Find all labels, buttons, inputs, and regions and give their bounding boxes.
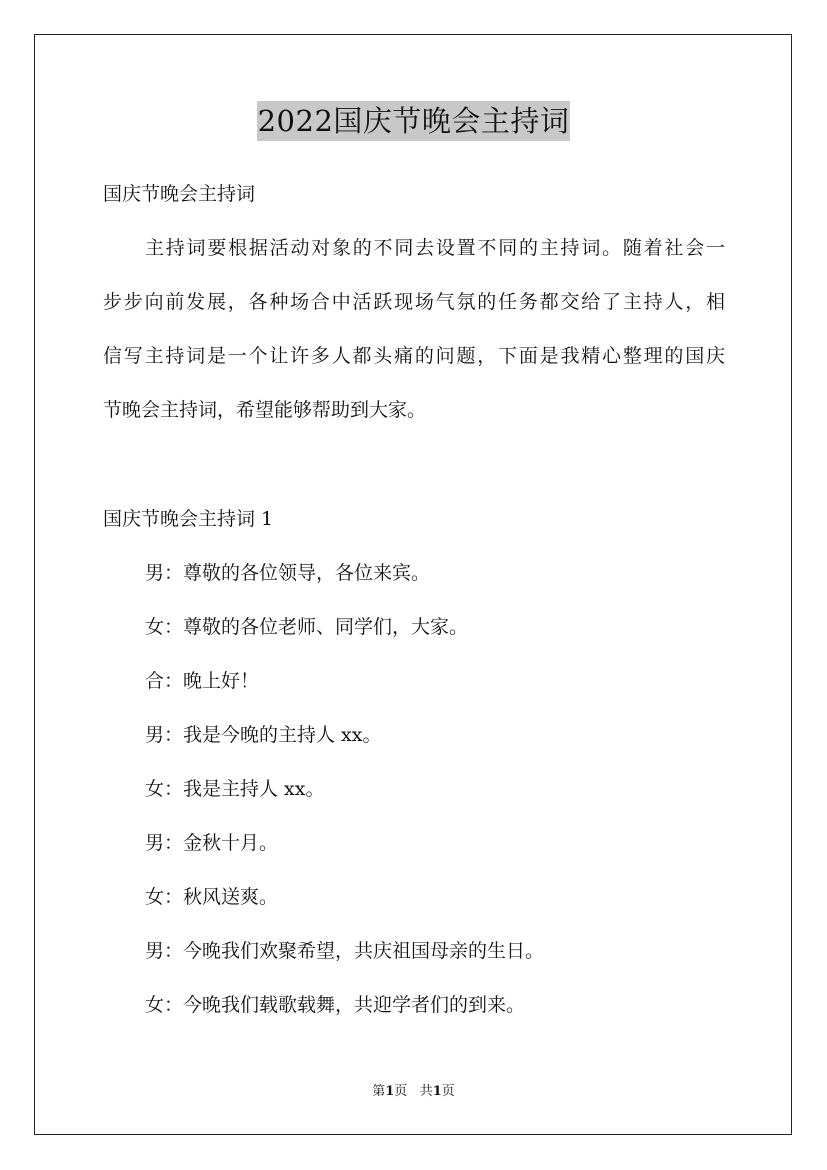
intro-line: 节晚会主持词，希望能够帮助到大家。 xyxy=(103,399,427,421)
dialogue-line: 合：晚上好！ xyxy=(145,670,260,692)
footer-page-suffix: 页 xyxy=(394,1084,408,1099)
dialogue-line: 女：尊敬的各位老师、同学们，大家。 xyxy=(145,616,469,638)
intro-line: 主持词要根据活动对象的不同去设置不同的主持词。随着社会一 xyxy=(145,237,725,259)
footer-total-pages: 1 xyxy=(432,1084,442,1099)
intro-line: 步步向前发展，各种场合中活跃现场气氛的任务都交给了主持人，相 xyxy=(103,291,725,313)
dialogue-line: 女：我是主持人 xx。 xyxy=(145,778,325,800)
footer-page-prefix: 第 xyxy=(372,1084,386,1099)
page-footer xyxy=(0,1083,827,1101)
footer-total-prefix: 共 xyxy=(419,1084,433,1099)
dialogue-line: 男：尊敬的各位领导，各位来宾。 xyxy=(145,562,431,584)
document-title: 2022国庆节晚会主持词 xyxy=(257,101,571,141)
dialogue-line: 男：今晚我们欢聚希望，共庆祖国母亲的生日。 xyxy=(145,940,545,962)
footer-page-number: 1 xyxy=(385,1084,395,1099)
dialogue-line: 男：金秋十月。 xyxy=(145,832,279,854)
document-subtitle: 国庆节晚会主持词 xyxy=(103,183,256,205)
dialogue-line: 女：今晚我们载歌载舞，共迎学者们的到来。 xyxy=(145,994,526,1016)
intro-line: 信写主持词是一个让许多人都头痛的问题，下面是我精心整理的国庆 xyxy=(103,345,725,367)
dialogue-line: 男：我是今晚的主持人 xx。 xyxy=(145,724,382,746)
footer-total-suffix: 页 xyxy=(441,1084,455,1099)
title-container xyxy=(0,101,827,141)
section-heading: 国庆节晚会主持词 1 xyxy=(103,508,274,530)
dialogue-line: 女：秋风送爽。 xyxy=(145,886,279,908)
